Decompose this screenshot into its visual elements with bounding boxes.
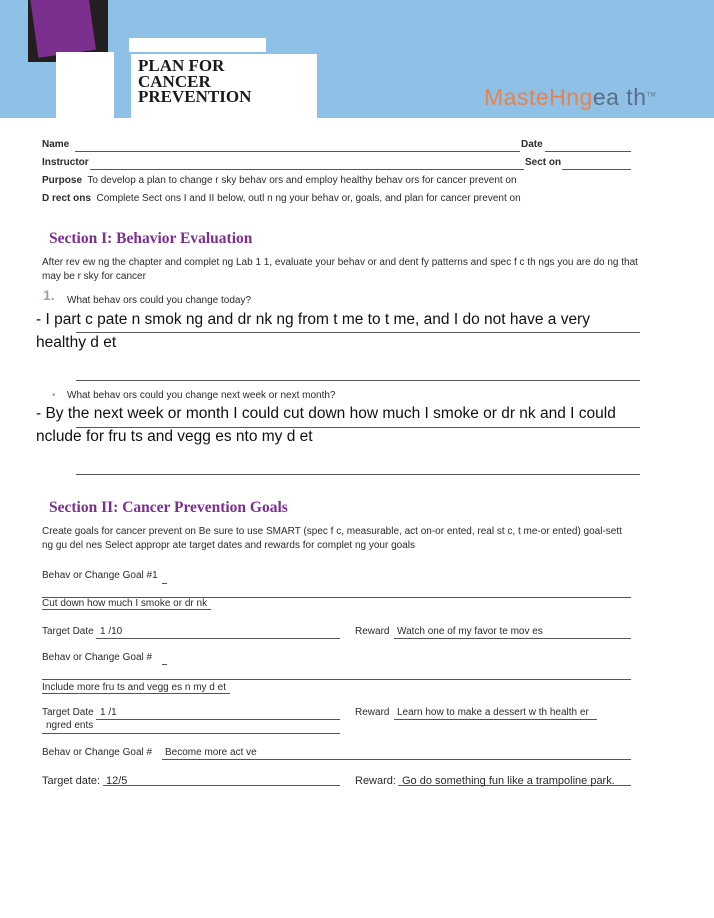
goal-2-label: Behav or Change Goal # xyxy=(42,652,153,663)
section-2-intro: Create goals for cancer prevent on Be sure to use SMART (spec f c, measurable, act on-or ented, real st c, t me-or ented) goal-sett ng gu del nes Select appropr ate target dates and rewards for complet ng your goals xyxy=(42,526,622,551)
goal-1-target-date[interactable]: 1 /10 xyxy=(100,626,123,637)
instructor-label: Instructor xyxy=(42,157,89,168)
name-label: Name xyxy=(42,139,70,150)
goal-1-reward[interactable]: Watch one of my favor te mov es xyxy=(397,626,543,637)
goal-2-label-underline xyxy=(162,664,167,665)
goal-2-target-line-2 xyxy=(42,733,340,734)
goal-2-target-line xyxy=(96,719,340,720)
section-field[interactable] xyxy=(562,169,631,170)
purpose-label: Purpose xyxy=(42,175,83,186)
goal-1-value[interactable]: Cut down how much I smoke or dr nk xyxy=(42,598,211,610)
goal-2-target-date[interactable]: 1 /1 xyxy=(100,707,117,718)
goal-1-target-line xyxy=(96,638,340,639)
name-field[interactable] xyxy=(75,151,520,152)
answer-2[interactable]: - By the next week or month I could cut down how much I smoke or dr nk and I could nclude for fru ts and vegg es nto my d et xyxy=(36,405,616,445)
section-1-intro: After rev ew ng the chapter and complet ng Lab 1 1, evaluate your behav or and dent fy patterns and spec f c th ngs you are do ng that may be r sky for cancer xyxy=(42,257,638,282)
directions-row xyxy=(42,193,521,204)
header-white-block xyxy=(56,52,114,118)
logo-text-b: ea th xyxy=(592,84,647,110)
section-label: Sect on xyxy=(525,157,562,168)
date-label: Date xyxy=(521,139,543,150)
goal-2-line xyxy=(42,679,631,680)
goal-1-label: Behav or Change Goal #1 xyxy=(42,570,158,581)
goal-1-reward-line xyxy=(394,638,631,639)
goal-3-target-line xyxy=(103,785,340,786)
goal-2-reward-line xyxy=(394,719,597,720)
directions-text: Complete Sect ons I and II below, outl n ng your behav or, goals, and plan for cancer prevent on xyxy=(96,193,521,204)
purpose-row xyxy=(42,175,517,186)
question-1-number: 1. xyxy=(43,287,55,303)
date-field[interactable] xyxy=(545,151,631,152)
goal-3-target-label: Target date: xyxy=(42,775,101,787)
question-1: What behav ors could you change today? xyxy=(67,295,252,306)
goal-3-label: Behav or Change Goal # xyxy=(42,747,153,758)
section-2-title: Section II: Cancer Prevention Goals xyxy=(49,499,288,516)
directions-label: D rect ons xyxy=(42,193,91,204)
goal-2-reward[interactable]: Learn how to make a dessert w th health er xyxy=(397,707,589,718)
goal-1-label-underline xyxy=(162,583,167,584)
goal-3-value[interactable]: Become more act ve xyxy=(165,747,257,758)
goal-3-reward[interactable]: Go do something fun like a trampoline park. xyxy=(402,775,615,787)
header-white-strip xyxy=(129,38,266,52)
logo-text-a: MasteHng xyxy=(484,84,593,110)
page-title: PLAN FOR CANCER PREVENTION xyxy=(138,56,252,106)
logo-trademark: TM xyxy=(646,92,657,99)
mastering-health-logo xyxy=(484,84,656,111)
answer-2-line-2 xyxy=(76,474,640,475)
goal-2-reward-continued[interactable]: ngred ents xyxy=(46,720,94,731)
purpose-text: To develop a plan to change r sky behav ors and employ healthy behav ors for cancer prevent on xyxy=(87,175,517,186)
goal-2-value[interactable]: Include more fru ts and vegg es n my d et xyxy=(42,682,230,694)
goal-2-target-label: Target Date xyxy=(42,707,94,718)
goal-3-target-date[interactable]: 12/5 xyxy=(106,775,128,787)
goal-3-line xyxy=(162,759,631,760)
question-2: What behav ors could you change next week or next month? xyxy=(67,390,336,401)
instructor-field[interactable] xyxy=(90,169,524,170)
answer-1[interactable]: - I part c pate n smok ng and dr nk ng from t me to t me, and I do not have a very healthy d et xyxy=(36,311,590,351)
answer-1-line-2 xyxy=(76,380,640,381)
section-1-title: Section I: Behavior Evaluation xyxy=(49,230,253,247)
goal-1-reward-label: Reward xyxy=(355,626,390,637)
goal-3-reward-label: Reward: xyxy=(355,775,396,787)
goal-1-target-label: Target Date xyxy=(42,626,94,637)
question-2-bullet: • xyxy=(52,390,56,401)
logo-purple-square xyxy=(30,0,96,58)
goal-2-reward-label: Reward xyxy=(355,707,390,718)
